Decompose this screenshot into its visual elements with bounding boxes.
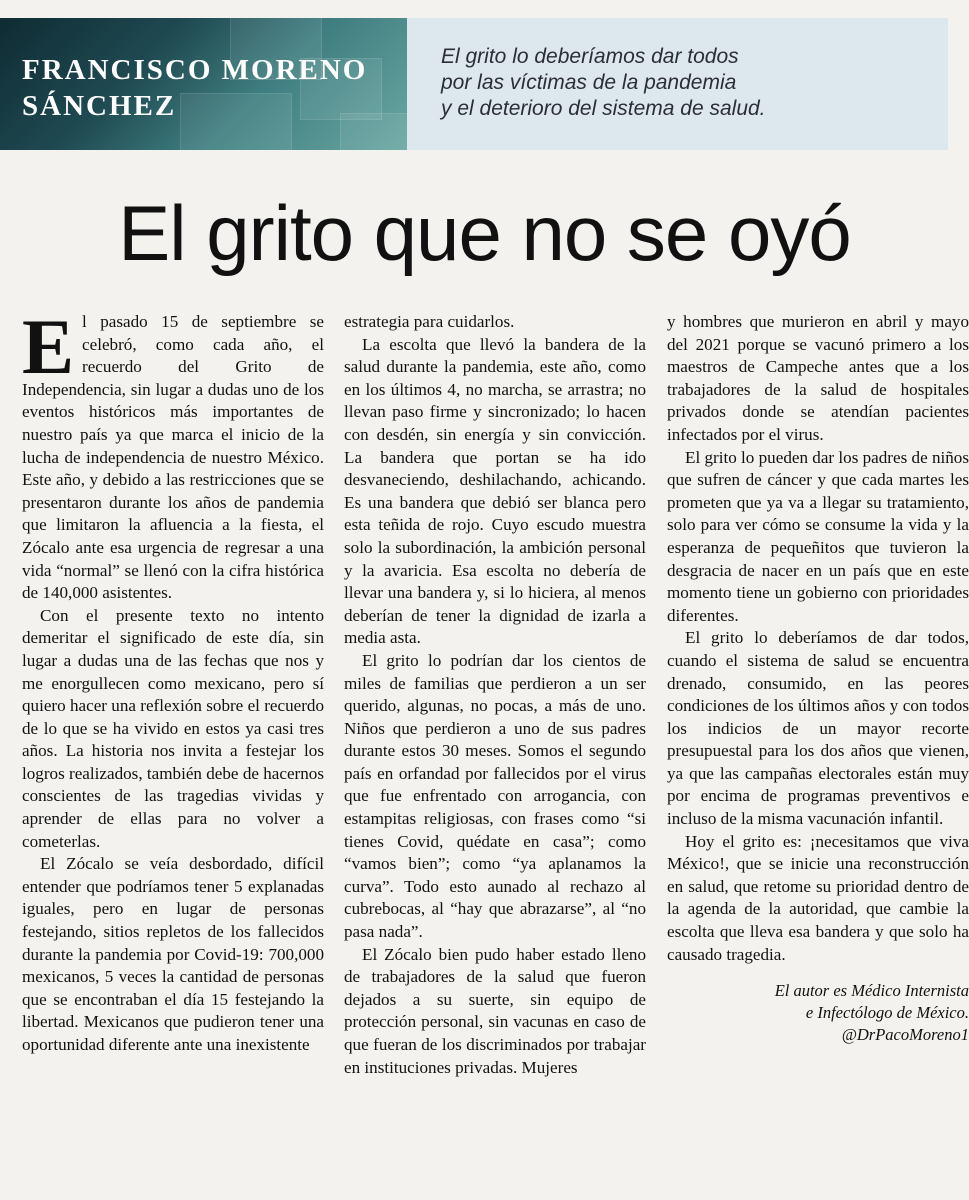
article-paragraph	[22, 303, 324, 605]
twitter-handle: @DrPacoMoreno1	[841, 1025, 969, 1045]
article-paragraph: El Zócalo bien pudo haber estado lleno de trabajadores de la salud que fueron dejados a su suerte, sin equipo de protección personal, sin vacunas en caso de que fueran de los discriminados por trabajar en instituciones privadas. Mujeres	[344, 944, 646, 1077]
tagline	[441, 44, 921, 122]
paragraph-text: l pasado 15 de septiembre se celebró, como cada año, el recuerdo del Grito de Independencia, sin lugar a dudas uno de los eventos históricos más importantes de nuestro país ya que marca el inicio de la lucha de independencia de nuestro México. Este año, y debido a las restricciones que se presentaron durante los años de pandemia que limitaron la afluencia a la fiesta, el Zócalo ante esa urgencia de regresar a una vida “normal” se llenó con la cifra histórica de 140,000 asistentes.	[22, 312, 324, 603]
article-column-1	[22, 303, 324, 1057]
article-paragraph-continued: y hombres que murieron en abril y mayo del 2021 porque se vacunó primero a los maestros de Campeche antes que a los trabajadores de la salud de hospitales privados donde se atendían pacientes infectados por el virus.	[667, 312, 969, 444]
article-paragraph: La escolta que llevó la bandera de la salud durante la pandemia, este año, como en los últimos 4, no marcha, se arrastra; no llevan paso firme y sincronizado; lo hacen con desdén, sin energía y sin convicción. La bandera que portan se ha ido desvaneciendo, deshilachando, achicando. Es una bandera que debió ser blanca pero esta teñida de rojo. Cuyo escudo muestra solo la subordinación, la ambición personal y la avaricia. Esa escolta no debería de llevar una bandera y, si lo hiciera, al menos deberían de tener la dignidad de izarla a media asta.	[344, 334, 646, 648]
author-name-line1: FRANCISCO MORENO	[22, 54, 368, 86]
tagline-box	[407, 18, 948, 150]
article-paragraph: Con el presente texto no intento demeritar el significado de este día, sin lugar a dudas una de las fechas que nos y me enorgullecen como mexicano, pero sí quiero hacer una reflexión sobre el recuerdo de lo que se ha vivido en estos ya casi tres años. La historia nos invita a festejar los logros realizados, también debe de hacernos conscientes de las tragedias vividas y aprender de ellas para no volver a cometerlas.	[22, 605, 324, 851]
article-column-2	[344, 311, 646, 1079]
article-paragraph-continued: estrategia para cuidarlos.	[344, 312, 515, 331]
author-name	[22, 52, 367, 124]
signature-line2: e Infectólogo de México.	[805, 1003, 969, 1023]
author-signature	[667, 980, 969, 1046]
column-header-banner	[0, 18, 948, 150]
tagline-line1: El grito lo deberíamos dar todos	[441, 45, 739, 68]
paragraph-text-1: El Zócalo se veía desbordado, difícil entender que podríamos tener 5 explanadas iguales, pero en lugar de personas festejando, sitios repletos de los fallecidos durante la pandemia por Covid-19: 700,000 mexicanos, 5 veces la cantidad de personas que se encontraban el día 15 festejando la libertad. Mexicanos que pudieron tener una oportunidad diferente ante una inexistente	[22, 854, 324, 1054]
signature-line1: El autor es Médico Internista	[774, 981, 969, 1001]
article-paragraph	[22, 853, 324, 1056]
article-paragraph: Hoy el grito es: ¡necesitamos que viva México!, que se inicie una reconstrucción en salud, que retome su prioridad dentro de la agenda de la autoridad, que cambie la escolta que lleva esa bandera y que solo ha causado tragedia.	[667, 831, 969, 964]
headline: El grito que no se oyó	[118, 189, 851, 277]
drop-cap: E	[22, 303, 75, 390]
article-paragraph: El grito lo podrían dar los cientos de miles de familias que perdieron a un ser querido, algunas, no pocas, a más de uno. Niños que perdieron a uno de sus padres durante estos 30 meses. Somos el segundo país en orfandad por fallecidos por el virus que fue enfrentado con arrogancia, con estampitas religiosas, con frases como “si tienes Covid, quédate en casa”; como “vamos bien”; como “ya aplanamos la curva”. Todo esto aunado al rechazo al cubrebocas, al “hay que abrazarse”, al “no pasa nada”.	[344, 650, 646, 942]
article-column-3	[667, 311, 969, 1046]
article-paragraph: El grito lo deberíamos de dar todos, cuando el sistema de salud se encuentra drenado, consumido, en las peores condiciones de los últimos años y con todos los indicios de un mayor recorte presupuestal para los dos años que vienen, ya que las campañas electorales están muy por encima de programas preventivos e incluso de la misma vacunación infantil.	[667, 628, 969, 829]
author-name-line2: SÁNCHEZ	[22, 90, 177, 122]
article-paragraph: El grito lo pueden dar los padres de niños que sufren de cáncer y que cada martes les prometen que ya va a llegar su tratamiento, solo para ver cómo se consume la vida y la esperanza de pequeñitos que tuvieron la desgracia de nacer en un país que en este momento tiene un gobierno con prioridades diferentes.	[667, 447, 969, 625]
tagline-line3: y el deterioro del sistema de salud.	[441, 97, 766, 120]
tagline-line2: por las víctimas de la pandemia	[441, 71, 737, 94]
author-box	[0, 18, 407, 150]
